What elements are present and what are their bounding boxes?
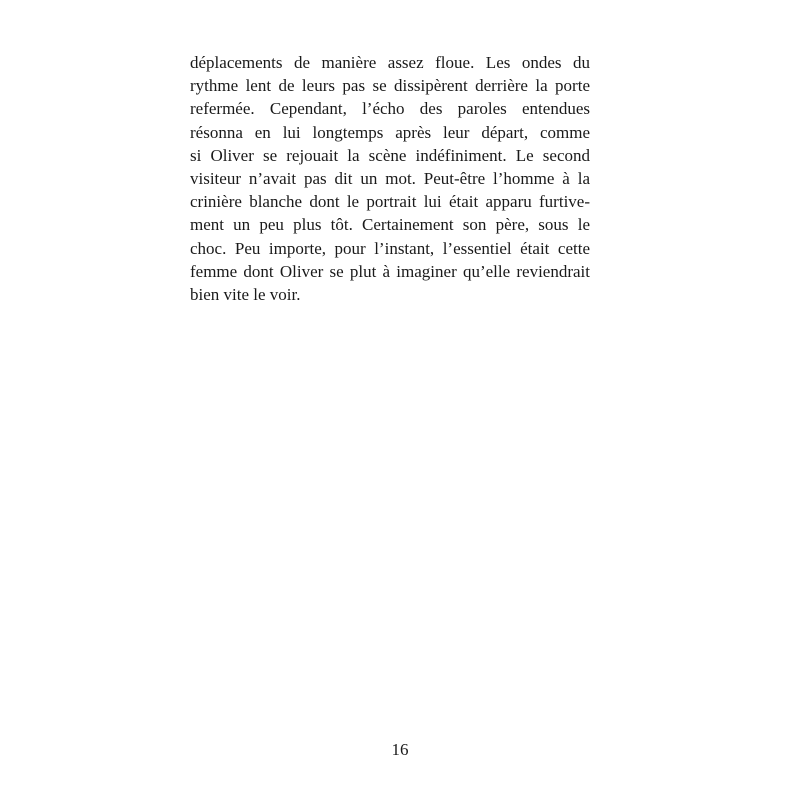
text-line: femme dont Oliver se plut à imaginer qu’elle reviendrait <box>190 261 590 281</box>
text-line: refermée. Cependant, l’écho des paroles entendues <box>190 99 590 119</box>
text-line: si Oliver se rejouait la scène indéfiniment. Le second <box>190 145 590 165</box>
text-line: ment un peu plus tôt. Certainement son père, sous le <box>190 215 590 235</box>
text-line: crinière blanche dont le portrait lui était apparu furtive- <box>190 192 590 212</box>
text-line: rythme lent de leurs pas se dissipèrent derrière la porte <box>190 76 590 96</box>
page-number: 16 <box>391 740 409 759</box>
text-line: déplacements de manière assez floue. Les ondes du <box>190 53 590 72</box>
text-line: résonna en lui longtemps après leur départ, comme <box>190 122 590 142</box>
body-paragraph <box>190 51 590 306</box>
text-line: visiteur n’avait pas dit un mot. Peut-être l’homme à la <box>190 168 590 188</box>
text-line: choc. Peu importe, pour l’instant, l’essentiel était cette <box>190 238 590 258</box>
text-line: bien vite le voir. <box>190 284 301 304</box>
